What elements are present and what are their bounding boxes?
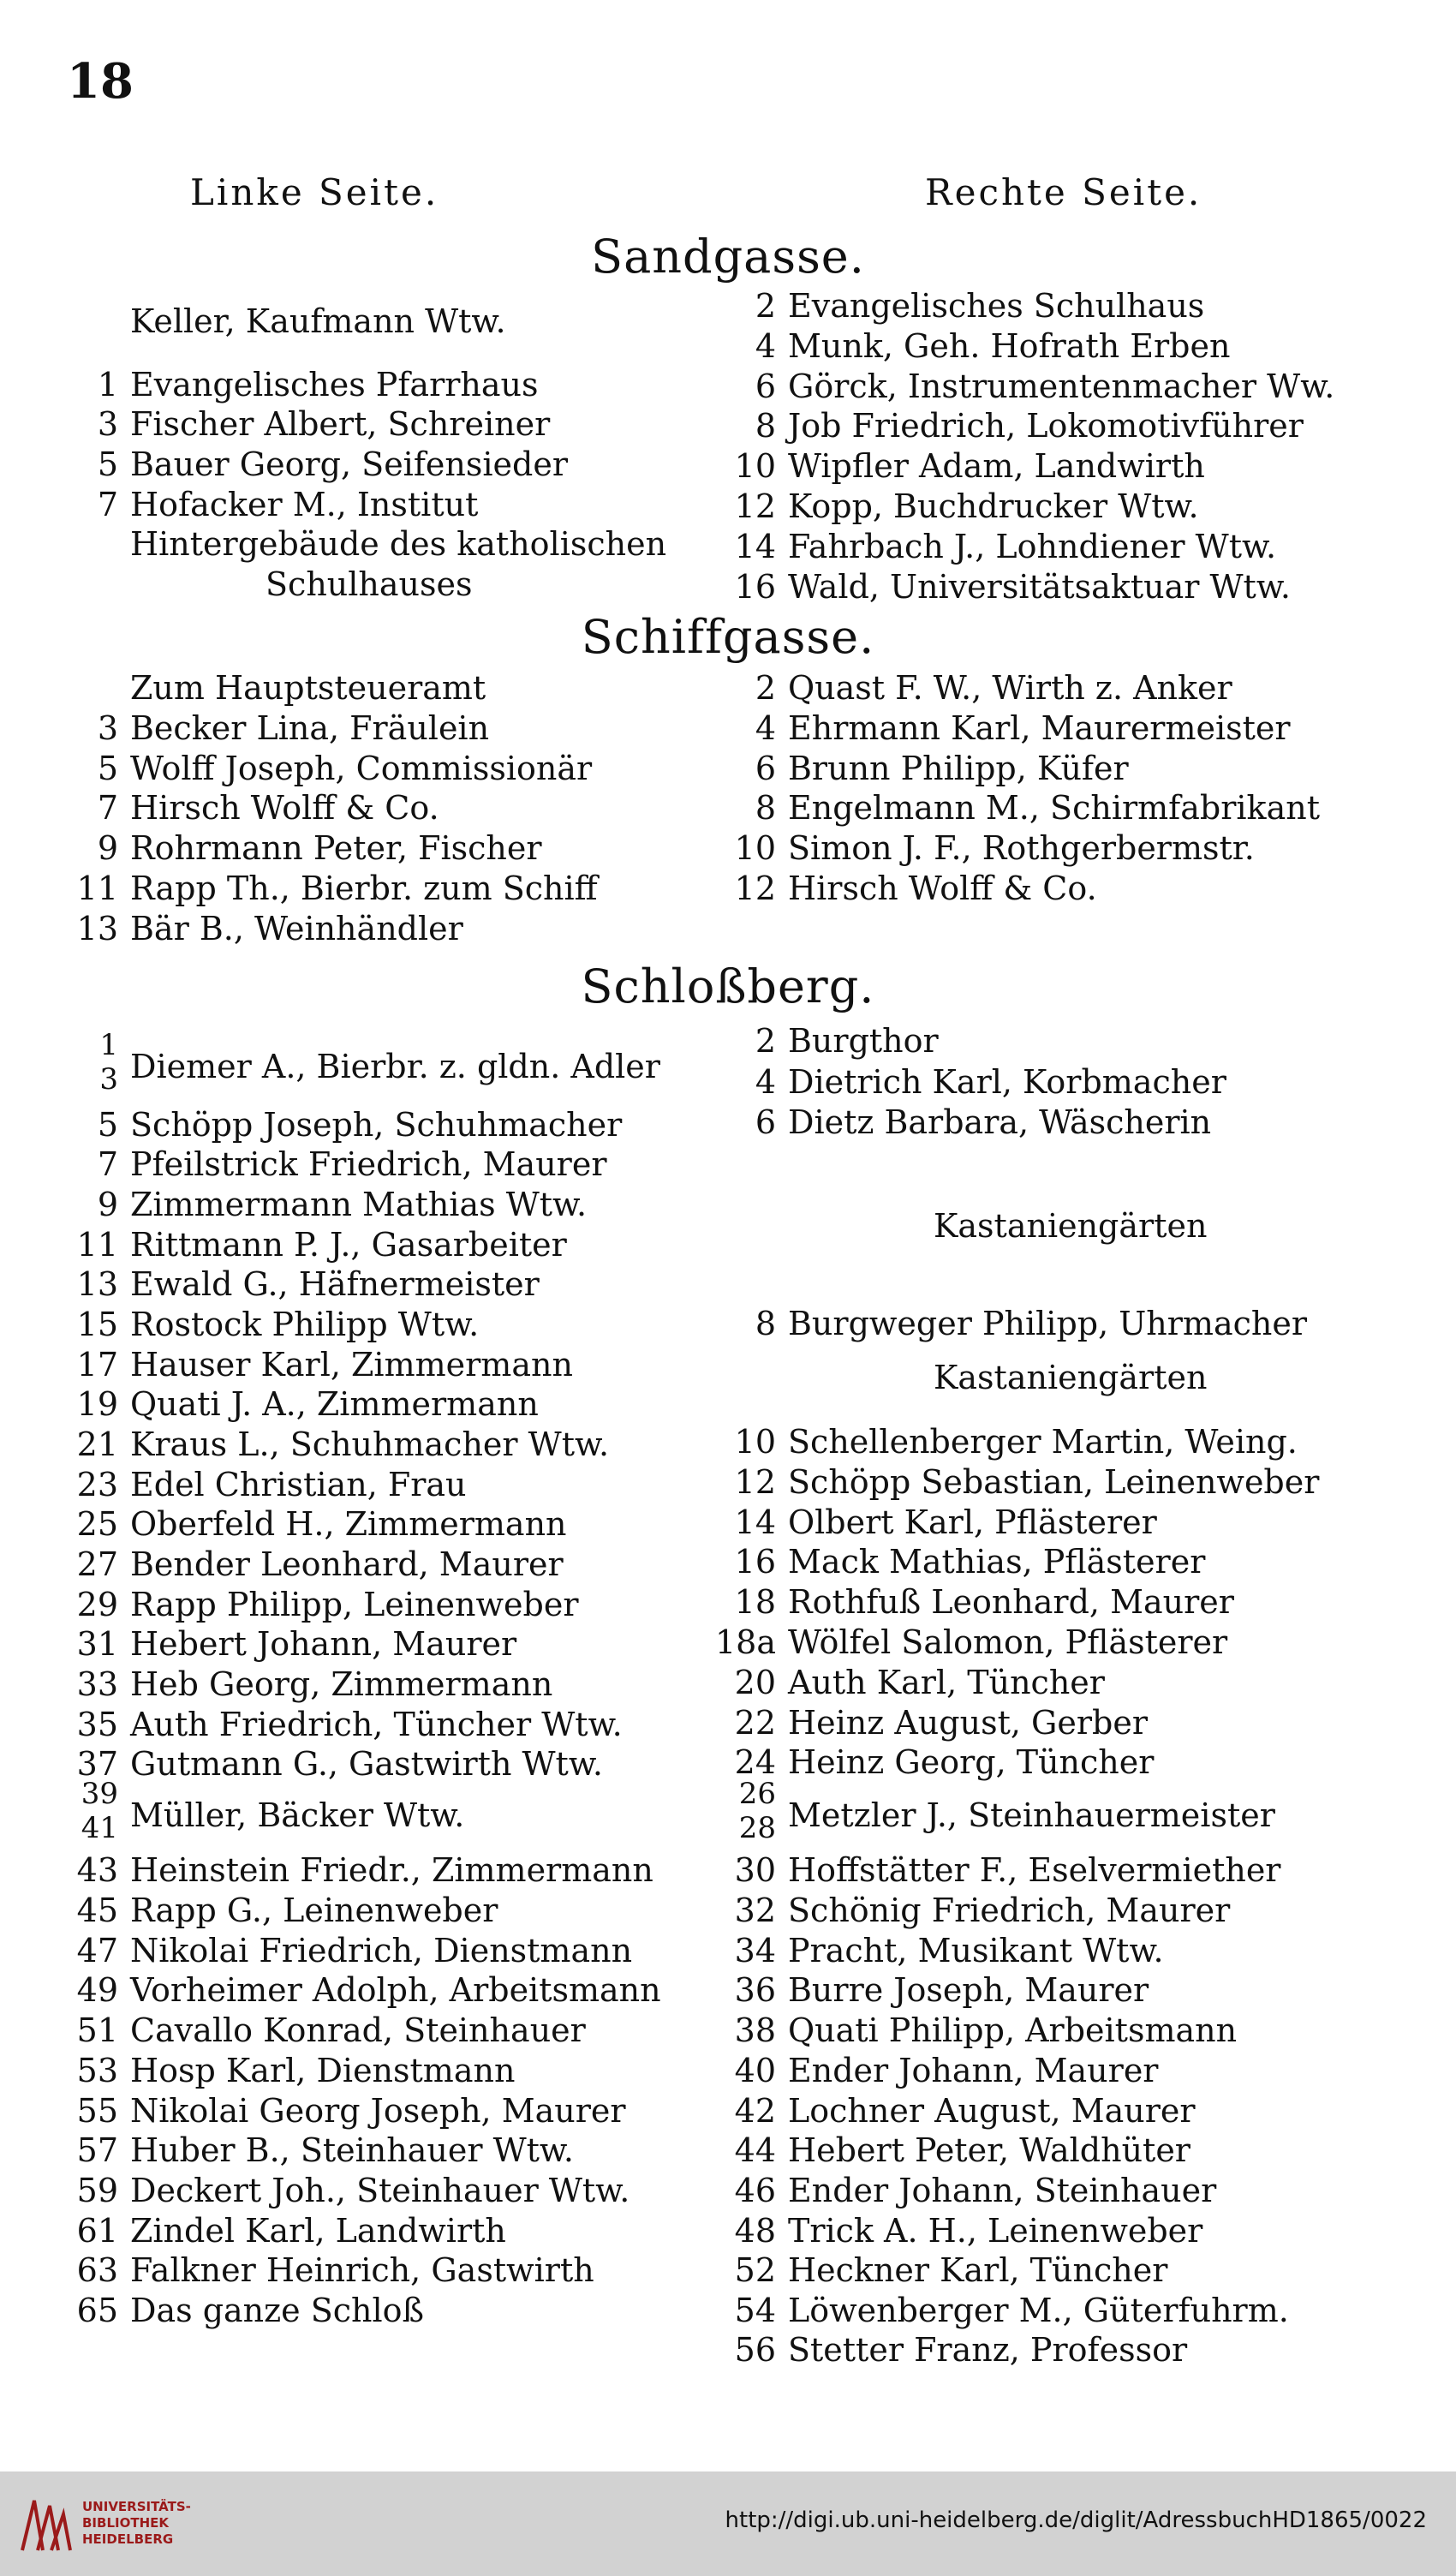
house-number: 18a (714, 1623, 776, 1661)
address-entry (734, 1970, 1149, 2010)
house-number: 13 (76, 909, 118, 947)
resident-text: Rothfuß Leonhard, Maurer (788, 1583, 1234, 1621)
address-entry (76, 1305, 480, 1344)
address-entry (734, 2131, 1190, 2170)
house-number: 29 (76, 1586, 118, 1623)
resident-text: Rohrmann Peter, Fischer (130, 829, 542, 868)
address-entry (755, 367, 1335, 406)
resident-text: Diemer A., Bierbr. z. gldn. Adler (130, 1048, 660, 1085)
resident-text: Brunn Philipp, Küfer (788, 749, 1129, 787)
house-number: 9 (97, 1186, 118, 1223)
address-entry (734, 527, 1277, 566)
address-entry (76, 1665, 553, 1704)
address-entry (97, 1145, 607, 1184)
address-entry (76, 1931, 633, 1970)
resident-text: Burre Joseph, Maurer (788, 1971, 1149, 2009)
address-entry (734, 2291, 1289, 2330)
house-number: 9 (97, 829, 118, 868)
resident-text: Evangelisches Pfarrhaus (130, 366, 539, 403)
resident-text: Schulhauses (266, 565, 473, 603)
house-number: 63 (76, 2251, 118, 2289)
resident-text: Bauer Georg, Seifensieder (130, 445, 568, 483)
house-number: 12 (734, 870, 776, 907)
address-entry (99, 1028, 660, 1097)
resident-text: Falkner Heinrich, Gastwirth (130, 2251, 594, 2289)
resident-text: Pracht, Musikant Wtw. (788, 1932, 1164, 1969)
address-entry (734, 1462, 1320, 1502)
house-number: 5 (97, 749, 118, 787)
house-number: 10 (734, 447, 776, 486)
left-side-heading: Linke Seite. (190, 171, 439, 213)
resident-text: Quati J. A., Zimmermann (130, 1385, 539, 1423)
resident-text: Wölfel Salomon, Pflästerer (788, 1623, 1228, 1661)
address-entry (76, 1264, 540, 1304)
resident-text: Das ganze Schloß (130, 2292, 424, 2329)
address-entry (130, 668, 486, 708)
house-number: 2 (755, 1022, 776, 1060)
address-entry (734, 446, 1205, 486)
subsection-label: Kastaniengärten (934, 1359, 1208, 1396)
address-entry (734, 1542, 1206, 1581)
house-number: 4 (755, 708, 776, 747)
address-entry (755, 708, 1291, 748)
resident-text: Schönig Friedrich, Maurer (788, 1892, 1231, 1929)
address-entry (755, 668, 1232, 708)
street-heading: Schiffgasse. (581, 610, 875, 664)
resident-text: Olbert Karl, Pflästerer (788, 1503, 1157, 1541)
house-number: 6 (755, 749, 776, 787)
address-entry (266, 565, 473, 604)
address-entry (76, 1465, 467, 1504)
resident-text: Gutmann G., Gastwirth Wtw. (130, 1745, 603, 1783)
house-number: 48 (734, 2212, 776, 2250)
house-number: 42 (734, 2092, 776, 2130)
address-entry (97, 1105, 623, 1145)
address-entry (734, 2211, 1203, 2250)
right-side-heading: Rechte Seite. (925, 171, 1202, 213)
resident-text: Munk, Geh. Hofrath Erben (788, 326, 1231, 365)
resident-text: Zimmermann Mathias Wtw. (130, 1186, 588, 1223)
logo-line: UNIVERSITÄTS- (82, 2499, 191, 2514)
house-number: 7 (97, 789, 118, 828)
house-number: 38 (734, 2011, 776, 2049)
house-number: 31 (76, 1625, 118, 1663)
resident-text: Burgweger Philipp, Uhrmacher (788, 1305, 1308, 1342)
resident-text: Hauser Karl, Zimmermann (130, 1346, 573, 1384)
address-entry (734, 1663, 1105, 1702)
house-number: 7 (97, 1145, 118, 1183)
address-entry (734, 2171, 1217, 2210)
address-entry (734, 1891, 1231, 1930)
logo-line: BIBLIOTHEK (82, 2515, 169, 2531)
house-number: 6 (755, 367, 776, 405)
address-entry (734, 1850, 1281, 1890)
house-number: 14 (734, 527, 776, 565)
resident-text: Metzler J., Steinhauermeister (788, 1796, 1275, 1834)
address-entry (76, 1891, 498, 1930)
address-entry (738, 1777, 1275, 1845)
resident-text: Stetter Franz, Professor (788, 2331, 1188, 2369)
street-heading: Sandgasse. (591, 230, 865, 284)
house-number: 47 (76, 1932, 118, 1969)
resident-text: Müller, Bäcker Wtw. (130, 1796, 465, 1834)
address-entry (734, 1503, 1157, 1542)
address-entry (97, 749, 593, 788)
resident-text: Schöpp Sebastian, Leinenweber (788, 1463, 1320, 1501)
house-number: 37 (76, 1745, 118, 1783)
house-number: 14 (734, 1503, 776, 1541)
resident-text: Evangelisches Schulhaus (788, 287, 1205, 325)
resident-text: Job Friedrich, Lokomotivführer (788, 407, 1304, 445)
address-entry (76, 1624, 517, 1664)
house-number: 56 (734, 2331, 776, 2369)
house-number: 4 (755, 1063, 776, 1101)
house-number: 15 (76, 1306, 118, 1343)
resident-text: Lochner August, Maurer (788, 2092, 1196, 2130)
resident-text: Rapp Philipp, Leinenweber (130, 1586, 579, 1623)
address-entry (755, 1021, 939, 1061)
address-entry (81, 1777, 465, 1845)
address-entry (76, 2171, 630, 2210)
house-number: 65 (76, 2292, 118, 2329)
house-number: 21 (76, 1425, 118, 1463)
page-number: 18 (67, 53, 134, 110)
address-entry (734, 2250, 1168, 2290)
address-entry (755, 1062, 1226, 1102)
house-number: 13 (76, 1265, 118, 1303)
resident-text: Rapp Th., Bierbr. zum Schiff (130, 870, 598, 907)
address-entry (97, 1185, 588, 1224)
subsection-heading (934, 1358, 1207, 1397)
resident-text: Löwenberger M., Güterfuhrm. (788, 2292, 1289, 2329)
house-number: 46 (734, 2172, 776, 2209)
resident-text: Kraus L., Schuhmacher Wtw. (130, 1425, 610, 1463)
address-entry (76, 2051, 516, 2090)
address-entry (76, 2131, 575, 2170)
resident-text: Rittmann P. J., Gasarbeiter (130, 1226, 567, 1264)
address-entry (97, 445, 568, 484)
resident-text: Heinstein Friedr., Zimmermann (130, 1851, 653, 1889)
resident-text: Auth Friedrich, Tüncher Wtw. (130, 1706, 623, 1743)
house-number: 35 (76, 1706, 118, 1743)
resident-text: Mack Mathias, Pflästerer (788, 1543, 1206, 1581)
resident-text: Hintergebäude des katholischen (130, 525, 667, 563)
resident-text: Fahrbach J., Lohndiener Wtw. (788, 527, 1277, 565)
address-entry (76, 1970, 661, 2010)
address-entry (734, 2330, 1188, 2370)
house-number: 27 (76, 1545, 118, 1583)
house-number: 2 (755, 287, 776, 325)
address-entry (97, 788, 439, 828)
house-number: 54 (734, 2292, 776, 2329)
logo-line: HEIDELBERG (82, 2531, 174, 2547)
house-number: 10 (734, 829, 776, 868)
house-number: 10 (734, 1423, 776, 1461)
address-entry (76, 1425, 610, 1464)
resident-text: Hofacker M., Institut (130, 486, 479, 523)
resident-text: Ehrmann Karl, Maurermeister (788, 708, 1291, 747)
resident-text: Heinz Georg, Tüncher (788, 1743, 1155, 1781)
address-entry (755, 749, 1129, 788)
resident-text: Hirsch Wolff & Co. (788, 870, 1097, 907)
resident-text: Heckner Karl, Tüncher (788, 2251, 1168, 2289)
address-entry (76, 2211, 506, 2250)
resident-text: Deckert Joh., Steinhauer Wtw. (130, 2172, 630, 2209)
address-entry (734, 487, 1199, 526)
address-entry (755, 788, 1320, 828)
resident-text: Hebert Johann, Maurer (130, 1625, 517, 1663)
resident-text: Keller, Kaufmann Wtw. (130, 302, 506, 340)
resident-text: Auth Karl, Tüncher (788, 1664, 1105, 1701)
house-number: 57 (76, 2131, 118, 2169)
address-entry (130, 302, 506, 341)
house-number: 25 (76, 1505, 118, 1543)
address-entry (76, 869, 598, 908)
library-logo-text (82, 2499, 191, 2548)
footer-bar (0, 2471, 1456, 2576)
resident-text: Hebert Peter, Waldhüter (788, 2131, 1190, 2169)
address-entry (734, 1703, 1148, 1742)
resident-text: Burgthor (788, 1022, 939, 1060)
house-number: 11 (76, 1226, 118, 1264)
resident-text: Schöpp Joseph, Schuhmacher (130, 1106, 623, 1144)
house-number: 3 (97, 708, 118, 747)
house-number: 19 (76, 1385, 118, 1423)
address-entry (76, 2250, 594, 2290)
house-number: 53 (76, 2052, 118, 2089)
address-entry (76, 1504, 567, 1544)
house-number: 3 (97, 405, 118, 443)
address-entry (76, 1384, 539, 1424)
address-entry (755, 406, 1304, 445)
university-seal-icon (17, 2490, 74, 2557)
resident-text: Heb Georg, Zimmermann (130, 1665, 553, 1703)
house-number: 39 41 (81, 1777, 118, 1845)
house-number: 33 (76, 1665, 118, 1703)
house-number: 44 (734, 2131, 776, 2169)
resident-text: Fischer Albert, Schreiner (130, 405, 551, 443)
resident-text: Schellenberger Martin, Weing. (788, 1423, 1298, 1461)
resident-text: Quati Philipp, Arbeitsmann (788, 2011, 1238, 2049)
address-entry (76, 1850, 653, 1890)
address-entry (734, 2091, 1196, 2131)
address-entry (734, 1931, 1164, 1970)
resident-text: Nikolai Georg Joseph, Maurer (130, 2092, 626, 2130)
house-number: 52 (734, 2251, 776, 2289)
resident-text: Oberfeld H., Zimmermann (130, 1505, 567, 1543)
address-entry (130, 524, 666, 564)
resident-text: Vorheimer Adolph, Arbeitsmann (130, 1971, 661, 2009)
house-number: 8 (755, 789, 776, 828)
address-entry (755, 326, 1231, 366)
subsection-label: Kastaniengärten (934, 1207, 1208, 1245)
address-entry (76, 1705, 623, 1744)
resident-text: Zindel Karl, Landwirth (130, 2212, 506, 2250)
house-number: 45 (76, 1892, 118, 1929)
resident-text: Heinz August, Gerber (788, 1704, 1148, 1742)
address-entry (734, 2011, 1238, 2050)
house-number: 1 3 (99, 1028, 118, 1097)
house-number: 30 (734, 1851, 776, 1889)
resident-text: Simon J. F., Rothgerbermstr. (788, 829, 1255, 868)
house-number: 34 (734, 1932, 776, 1969)
house-number: 16 (734, 567, 776, 606)
house-number: 55 (76, 2092, 118, 2130)
house-number: 36 (734, 1971, 776, 2009)
house-number: 12 (734, 1463, 776, 1501)
resident-text: Pfeilstrick Friedrich, Maurer (130, 1145, 607, 1183)
address-entry (97, 485, 479, 524)
resident-text: Dietz Barbara, Wäscherin (788, 1103, 1212, 1141)
address-entry (76, 1744, 603, 1784)
address-entry (76, 1345, 573, 1384)
source-url[interactable]: http://digi.ub.uni-heidelberg.de/diglit/AdressbuchHD1865/0022 (725, 2507, 1427, 2533)
address-entry (97, 365, 539, 404)
resident-text: Engelmann M., Schirmfabrikant (788, 789, 1320, 828)
address-entry (755, 286, 1205, 326)
resident-text: Hirsch Wolff & Co. (130, 789, 439, 828)
house-number: 17 (76, 1346, 118, 1384)
house-number: 7 (97, 486, 118, 523)
address-entry (76, 2011, 586, 2050)
house-number: 18 (734, 1583, 776, 1621)
house-number: 8 (755, 1305, 776, 1342)
resident-text: Becker Lina, Fräulein (130, 708, 490, 747)
resident-text: Bär B., Weinhändler (130, 909, 463, 947)
resident-text: Cavallo Konrad, Steinhauer (130, 2011, 586, 2049)
address-entry (76, 1545, 564, 1584)
house-number: 20 (734, 1664, 776, 1701)
subsection-heading (934, 1206, 1207, 1246)
house-number: 49 (76, 1971, 118, 2009)
resident-text: Nikolai Friedrich, Dienstmann (130, 1932, 633, 1969)
house-number: 59 (76, 2172, 118, 2209)
resident-text: Trick A. H., Leinenweber (788, 2212, 1203, 2250)
address-entry (97, 708, 490, 748)
house-number: 51 (76, 2011, 118, 2049)
resident-text: Huber B., Steinhauer Wtw. (130, 2131, 575, 2169)
house-number: 40 (734, 2052, 776, 2089)
address-entry (734, 567, 1291, 607)
address-entry (734, 1582, 1234, 1622)
resident-text: Hosp Karl, Dienstmann (130, 2052, 516, 2089)
resident-text: Bender Leonhard, Maurer (130, 1545, 564, 1583)
house-number: 5 (97, 1106, 118, 1144)
house-number: 5 (97, 445, 118, 483)
resident-text: Ender Johann, Maurer (788, 2052, 1159, 2089)
address-entry (755, 1103, 1212, 1142)
resident-text: Wipfler Adam, Landwirth (788, 447, 1205, 486)
resident-text: Ewald G., Häfnermeister (130, 1265, 540, 1303)
resident-text: Rapp G., Leinenweber (130, 1892, 498, 1929)
house-number: 16 (734, 1543, 776, 1581)
house-number: 22 (734, 1704, 776, 1742)
address-entry (714, 1623, 1228, 1662)
resident-text: Rostock Philipp Wtw. (130, 1306, 480, 1343)
address-entry (734, 1742, 1155, 1782)
house-number: 24 (734, 1743, 776, 1781)
resident-text: Hoffstätter F., Eselvermiether (788, 1851, 1281, 1889)
resident-text: Dietrich Karl, Korbmacher (788, 1063, 1226, 1101)
resident-text: Wolff Joseph, Commissionär (130, 749, 593, 787)
address-entry (76, 2291, 424, 2330)
address-entry (734, 828, 1255, 868)
resident-text: Wald, Universitätsaktuar Wtw. (788, 567, 1291, 606)
house-number: 1 (97, 366, 118, 403)
resident-text: Ender Johann, Steinhauer (788, 2172, 1217, 2209)
address-entry (76, 1585, 579, 1624)
address-entry (76, 1225, 567, 1264)
resident-text: Zum Hauptsteueramt (130, 669, 486, 707)
house-number: 43 (76, 1851, 118, 1889)
resident-text: Görck, Instrumentenmacher Ww. (788, 367, 1335, 405)
address-entry (76, 2091, 626, 2131)
address-entry (734, 1422, 1298, 1461)
address-entry (76, 909, 463, 948)
house-number: 12 (734, 487, 776, 525)
address-entry (97, 828, 542, 868)
resident-text: Kopp, Buchdrucker Wtw. (788, 487, 1199, 525)
house-number: 32 (734, 1892, 776, 1929)
house-number: 8 (755, 407, 776, 445)
house-number: 61 (76, 2212, 118, 2250)
house-number: 23 (76, 1466, 118, 1503)
resident-text: Edel Christian, Frau (130, 1466, 467, 1503)
house-number: 4 (755, 326, 776, 365)
address-entry (97, 404, 551, 444)
house-number: 2 (755, 669, 776, 707)
house-number: 6 (755, 1103, 776, 1141)
street-heading: Schloßberg. (581, 959, 875, 1013)
address-entry (734, 2051, 1159, 2090)
address-entry (734, 869, 1097, 908)
address-entry (755, 1304, 1308, 1343)
house-number: 26 28 (738, 1777, 776, 1845)
house-number: 11 (76, 870, 118, 907)
resident-text: Quast F. W., Wirth z. Anker (788, 669, 1232, 707)
